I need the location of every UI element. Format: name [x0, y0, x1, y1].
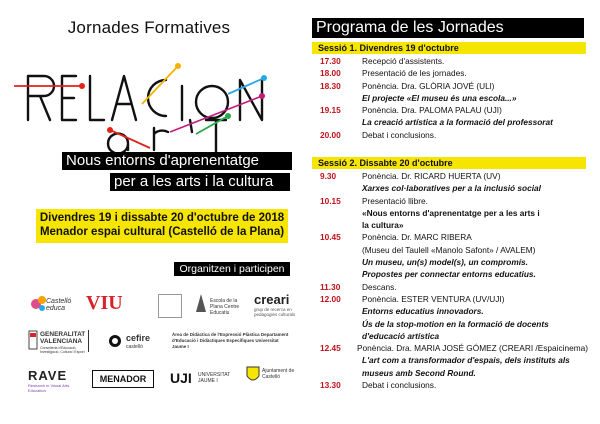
subtitle-line-1: Nous entorns d'aprenentatge	[62, 152, 292, 170]
schedule-time: 17.30	[320, 56, 341, 66]
schedule-time	[312, 305, 362, 317]
ajuntament-logo: Ajuntament de Castelló	[246, 366, 296, 392]
schedule-row	[312, 67, 588, 79]
schedule-text: Ponència. ESTER VENTURA (UV/UJI)	[362, 293, 505, 304]
rave-logo: RAVE Research in Visual Arts Education	[28, 368, 70, 393]
session-2-schedule	[312, 170, 588, 391]
schedule-time	[312, 268, 362, 280]
schedule-time	[312, 182, 362, 194]
schedule-text: Propostes per connectar entorns educatius.	[362, 269, 536, 280]
schedule-row	[312, 281, 588, 293]
schedule-text: Debat i conclusions.	[362, 129, 437, 140]
schedule-text: Ús de la stop-motion en la formació de docents	[362, 318, 549, 329]
schedule-row	[312, 195, 588, 207]
schedule-time	[312, 318, 362, 330]
schedule-time: 20.00	[320, 129, 341, 140]
ajuntament-shield-icon	[246, 366, 260, 384]
schedule-row	[312, 231, 588, 243]
schedule-time: 18.00	[320, 68, 341, 79]
schedule-time	[312, 116, 362, 128]
schedule-text: d'educació artística	[362, 330, 440, 341]
area-didactica-logo: Àrea de Didàctica de l'Expressió Plàstica Departament d'Educació i Didàctiques Específiques Universitat Jaume I	[172, 332, 289, 349]
schedule-row	[312, 244, 588, 256]
subtitle-line-2: per a les arts i la cultura	[110, 173, 290, 191]
schedule-time	[312, 219, 362, 231]
schedule-text: (Museu del Taulell «Manolo Safont» / AVALEM)	[362, 244, 536, 255]
event-venue: Menador espai cultural (Castelló de la Plana)	[39, 226, 285, 238]
schedule-row	[312, 92, 588, 104]
schedule-text: El projecte «El museu és una escola...»	[362, 92, 517, 103]
schedule-row	[312, 354, 588, 366]
subtitle-banner	[62, 152, 290, 194]
schedule-time: 18.30	[320, 80, 341, 91]
event-title: Jornades Formatives	[67, 18, 231, 37]
organizers-label: Organitzen i participen	[174, 262, 290, 276]
schedule-time: 12.00	[320, 293, 341, 304]
schedule-text: Presentació llibre.	[362, 195, 428, 206]
schedule-text: la cultura»	[362, 220, 404, 231]
schedule-time: 11.30	[320, 281, 341, 292]
schedule-row	[312, 116, 588, 128]
generalitat-icon	[28, 330, 38, 350]
schedule-text: Descans.	[362, 281, 397, 292]
schedule-row	[312, 379, 588, 391]
creari-logo: creari grup de recerca en pedagogies culturals	[254, 292, 296, 317]
schedule-row	[312, 207, 588, 219]
schedule-row	[312, 219, 588, 231]
schedule-time	[312, 354, 362, 366]
schedule-row	[312, 330, 588, 342]
schedule-time: 10.45	[320, 232, 341, 243]
schedule-row	[312, 104, 588, 116]
schedule-row	[312, 170, 588, 182]
schedule-text: La creació artística a la formació del professorat	[362, 117, 553, 128]
schedule-text: Ponència. Dr. RICARD HUERTA (UV)	[362, 171, 501, 181]
schedule-time	[312, 367, 362, 379]
schedule-time	[312, 330, 362, 342]
uji-logo: UJI UNIVERSITAT JAUME I	[170, 370, 231, 386]
schedule-text: Presentació de les jornades.	[362, 68, 467, 79]
schedule-text: Debat i conclusions.	[362, 380, 437, 391]
schedule-row	[312, 318, 588, 330]
schedule-row	[312, 55, 588, 67]
schedule-text: L'art com a transformador d'espais, dels instituts als	[362, 355, 570, 366]
schedule-text: Recepció d'assistents.	[362, 56, 445, 66]
session-1-header: Sessió 1. Divendres 19 d'octubre	[312, 42, 586, 54]
schedule-row	[312, 256, 588, 268]
viu-logo: VIU	[86, 292, 123, 314]
schedule-time: 12.45	[320, 343, 341, 354]
generalitat-logo: GENERALITAT VALENCIANA Conselleria d'Educació, Investigació, Cultura i Esport	[28, 330, 86, 356]
escola-logo: Escola de la Plana Centre Educatiu	[192, 292, 248, 318]
schedule-time: 19.15	[320, 105, 341, 116]
schedule-row	[312, 367, 588, 379]
schedule-text: Ponència. Dra. GLÒRIA JOVÉ (ULl)	[362, 80, 495, 91]
schedule-time	[312, 207, 362, 219]
session-1-schedule	[312, 55, 588, 141]
divider-mark	[88, 330, 103, 352]
schedule-time: 9.30	[320, 171, 337, 181]
castello-educa-logo: Castelló educa	[28, 292, 72, 316]
schedule-row	[312, 80, 588, 92]
schedule-text: Un museu, un(s) model(s), un compromís.	[362, 257, 528, 268]
event-dates: Divendres 19 i dissabte 20 d'octubre de 2018	[39, 212, 285, 224]
schedule-row	[312, 268, 588, 280]
schedule-text: Entorns educatius innovadors.	[362, 306, 484, 317]
cefire-logo: cefire castelló	[108, 330, 158, 354]
relacionart-logo	[0, 36, 300, 152]
schedule-time	[312, 244, 362, 256]
schedule-row	[312, 342, 588, 354]
schedule-text: Ponència. Dra. PALOMA PALAU (UJI)	[362, 105, 502, 116]
schedule-row	[312, 182, 588, 194]
schedule-row	[312, 305, 588, 317]
schedule-time	[312, 256, 362, 268]
schedule-row	[312, 129, 588, 141]
schedule-text: Ponència. Dr. MARC RIBERA	[362, 232, 472, 243]
cefire-icon	[108, 334, 122, 348]
schedule-text: museus amb Second Round.	[362, 367, 476, 378]
schedule-text: «Nous entorns d'aprenentatge per a les arts i	[362, 207, 540, 218]
schedule-time: 13.30	[320, 380, 341, 391]
schedule-text: Xarxes col·laboratives per a la inclusió social	[362, 183, 541, 194]
partner-logo-box	[158, 294, 182, 318]
program-title: Programa de les Jornades	[312, 18, 584, 38]
menador-logo: MENADOR	[92, 370, 154, 388]
schedule-time	[312, 92, 362, 104]
schedule-text: Ponència. Dra. MARIA JOSÉ GÓMEZ (CREARI /Espaicinema)	[357, 343, 588, 354]
escola-icon	[192, 292, 210, 314]
schedule-row	[312, 293, 588, 305]
session-2-header: Sessió 2. Dissabte 20 d'octubre	[312, 157, 586, 169]
schedule-time: 10.15	[320, 195, 341, 206]
